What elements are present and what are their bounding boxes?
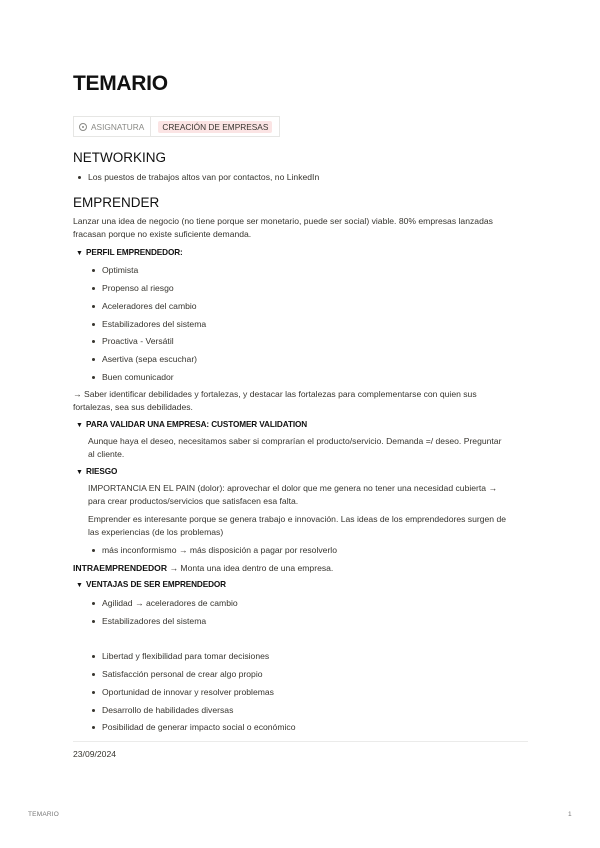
emprender-intro [73, 215, 543, 241]
date-text: 23/09/2024 [73, 749, 117, 759]
intraemprendedor-term: INTRAEMPRENDEDOR [73, 563, 168, 573]
list-item: Desarrollo de habilidades diversas [102, 705, 234, 715]
property-name [74, 117, 151, 136]
list-item: Proactiva - Versátil [102, 336, 174, 346]
property-row [73, 116, 280, 137]
paragraph-line: al cliente. [88, 449, 125, 459]
list-item: Oportunidad de innovar y resolver problemas [102, 687, 274, 697]
paragraph-line: Lanzar una idea de negocio (no tiene porque ser monetario, puede ser social) viable. 80% empresas lanzadas [73, 216, 493, 226]
toggle-triangle-icon: ▼ [76, 469, 83, 476]
heading-networking: NETWORKING [73, 150, 166, 165]
list-item: Libertad y flexibilidad para tomar decisiones [102, 651, 270, 661]
list-item: Optimista [102, 265, 139, 275]
toggle-triangle-icon: ▼ [76, 422, 83, 429]
toggle-triangle-icon: ▼ [76, 582, 83, 589]
paragraph-line: las experiencias (de los problemas) [88, 527, 224, 537]
saber-paragraph [73, 388, 543, 414]
footer-page-number: 1 [568, 811, 572, 818]
heading-emprender: EMPRENDER [73, 195, 160, 210]
list-item: Posibilidad de generar impacto social o económico [102, 722, 296, 732]
toggle-perfil-emprendedor[interactable] [76, 247, 183, 260]
riesgo-paragraph-1 [88, 482, 543, 508]
property-value[interactable] [151, 117, 279, 136]
list-item: Aceleradores del cambio [102, 301, 197, 311]
list-item: Los puestos de trabajos altos van por contactos, no LinkedIn [88, 172, 320, 182]
page-title: TEMARIO [73, 72, 168, 95]
list-item: más inconformismo → más disposición a pagar por resolverlo [102, 545, 337, 555]
paragraph-line: IMPORTANCIA EN EL PAIN (dolor): aprovechar el dolor que me genera no tener una necesidad cubierta → [88, 483, 498, 493]
list-item: Propenso al riesgo [102, 283, 174, 293]
list-item: Estabilizadores del sistema [102, 319, 207, 329]
riesgo-paragraph-2 [88, 513, 543, 539]
property-type-icon [79, 123, 87, 131]
toggle-label: RIESGO [86, 467, 118, 476]
toggle-ventajas[interactable] [76, 579, 226, 592]
paragraph-line: Emprender es interesante porque se genera trabajo e innovación. Las ideas de los emprendedores surgen de [88, 514, 507, 524]
toggle-label: PERFIL EMPRENDEDOR: [86, 248, 183, 257]
list-item: Satisfacción personal de crear algo propio [102, 669, 263, 679]
divider [73, 741, 528, 742]
footer-title: TEMARIO [28, 811, 60, 818]
paragraph-line: para crear productos/servicios que satisfacen esa falta. [88, 496, 299, 506]
toggle-label: VENTAJAS DE SER EMPRENDEDOR [86, 580, 226, 589]
validar-paragraph [88, 435, 543, 461]
toggle-riesgo[interactable] [76, 466, 117, 479]
list-item: Estabilizadores del sistema [102, 616, 207, 626]
paragraph-line: → Saber identificar debilidades y fortalezas, y destacar las fortalezas para complementarse con quien sus [73, 389, 477, 399]
paragraph-line: fracasan porque no existe suficiente demanda. [73, 229, 252, 239]
list-item: Asertiva (sepa escuchar) [102, 354, 198, 364]
paragraph-line: fortalezas, sea sus debilidades. [73, 402, 193, 412]
property-name-label: ASIGNATURA [91, 121, 145, 132]
toggle-customer-validation[interactable] [76, 419, 307, 432]
list-item: Agilidad → aceleradores de cambio [102, 598, 238, 608]
intraemprendedor-definition: → Monta una idea dentro de una empresa. [167, 563, 334, 573]
intraemprendedor-line [73, 562, 333, 575]
list-item: Buen comunicador [102, 372, 174, 382]
toggle-label: PARA VALIDAR UNA EMPRESA: CUSTOMER VALIDATION [86, 420, 308, 429]
paragraph-line: Aunque haya el deseo, necesitamos saber si comprarían el producto/servicio. Demanda =/ deseo. Preguntar [88, 436, 502, 446]
toggle-triangle-icon: ▼ [76, 250, 83, 257]
property-tag: CREACIÓN DE EMPRESAS [158, 121, 272, 133]
